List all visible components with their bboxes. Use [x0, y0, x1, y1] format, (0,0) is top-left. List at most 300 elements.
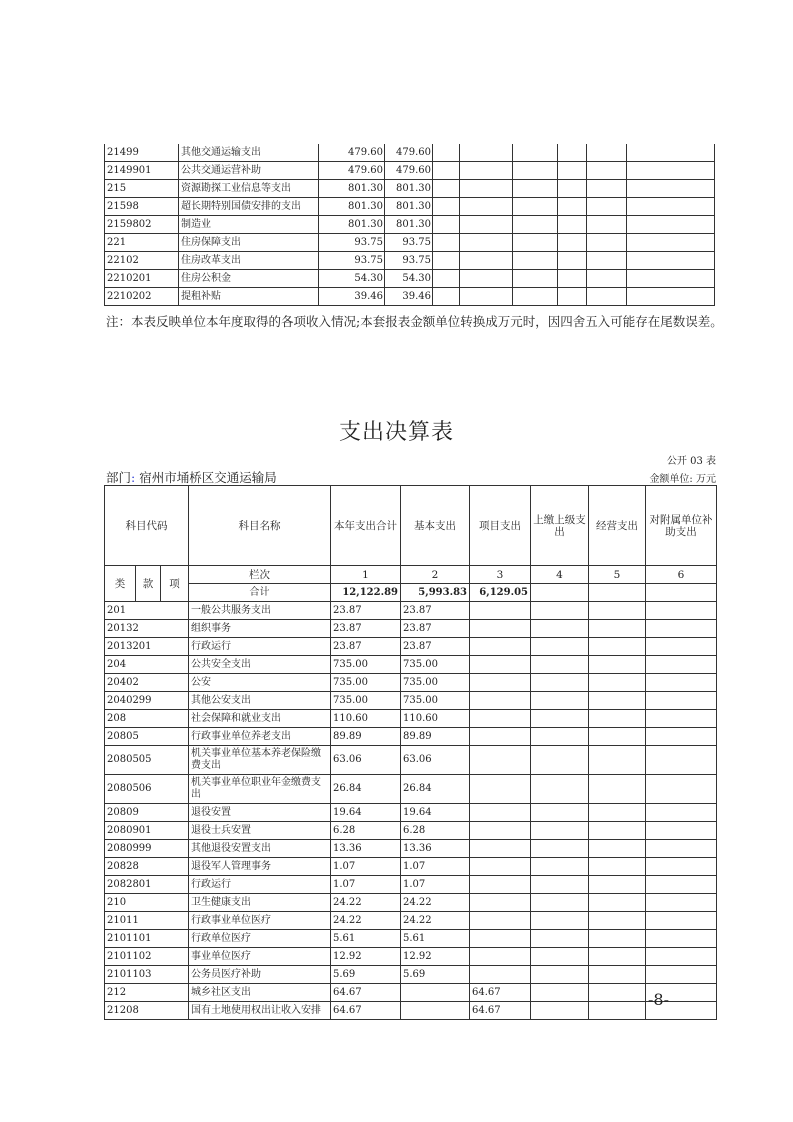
- empty-cell: [460, 180, 513, 198]
- table-row: [105, 746, 717, 775]
- empty-cell: [589, 775, 646, 804]
- name-cell: 行政事业单位医疗: [189, 912, 331, 930]
- name-cell: 住房保障支出: [179, 234, 319, 252]
- empty-cell: [646, 674, 717, 692]
- col-num-1: 1: [331, 566, 401, 584]
- empty-cell: [646, 728, 717, 746]
- name-cell: 城乡社区支出: [189, 984, 331, 1002]
- code-cell: 22102: [105, 252, 179, 270]
- empty-cell: [460, 162, 513, 180]
- header-lei: 类: [105, 566, 136, 602]
- empty-cell: [513, 270, 558, 288]
- empty-cell: [646, 710, 717, 728]
- empty-cell: [646, 894, 717, 912]
- totals-project: 6,129.05: [470, 584, 531, 602]
- code-cell: 201: [105, 602, 189, 620]
- empty-cell: [589, 638, 646, 656]
- empty-cell: [433, 180, 460, 198]
- basic-cell: 19.64: [401, 804, 470, 822]
- value-2-cell: 801.30: [385, 216, 433, 234]
- project-cell: [470, 638, 531, 656]
- empty-cell: [531, 840, 589, 858]
- empty-cell: [558, 288, 587, 306]
- empty-cell: [513, 252, 558, 270]
- form-number: 公开 03 表: [666, 456, 716, 467]
- name-cell: 资源勘探工业信息等支出: [179, 180, 319, 198]
- value-2-cell: 479.60: [385, 162, 433, 180]
- empty-cell: [646, 602, 717, 620]
- table-row: [105, 252, 715, 270]
- total-cell: 1.07: [331, 876, 401, 894]
- table-row: [105, 692, 717, 710]
- empty-cell: [433, 144, 460, 162]
- name-cell: 国有土地使用权出让收入安排: [189, 1002, 331, 1020]
- empty-cell: [460, 234, 513, 252]
- table-row: [105, 638, 717, 656]
- empty-cell: [589, 674, 646, 692]
- empty-cell: [558, 234, 587, 252]
- empty-cell: [646, 930, 717, 948]
- empty-cell: [531, 984, 589, 1002]
- empty-cell: [587, 216, 627, 234]
- empty-cell: [531, 656, 589, 674]
- code-cell: 2149901: [105, 162, 179, 180]
- empty-cell: [433, 288, 460, 306]
- col-num-2: 2: [401, 566, 470, 584]
- totals-row: [105, 584, 717, 602]
- name-cell: 提租补贴: [179, 288, 319, 306]
- empty-cell: [558, 180, 587, 198]
- table-row: [105, 620, 717, 638]
- project-cell: [470, 692, 531, 710]
- empty-cell: [589, 876, 646, 894]
- empty-cell: [587, 270, 627, 288]
- code-cell: 2080999: [105, 840, 189, 858]
- code-cell: 20805: [105, 728, 189, 746]
- empty-cell: [531, 876, 589, 894]
- code-cell: 21499: [105, 144, 179, 162]
- table-row: [105, 144, 715, 162]
- project-cell: [470, 804, 531, 822]
- col-num-6: 6: [646, 566, 717, 584]
- empty-cell: [589, 984, 646, 1002]
- basic-cell: 735.00: [401, 656, 470, 674]
- empty-cell: [433, 216, 460, 234]
- header-project: 项目支出: [470, 486, 531, 566]
- empty-cell: [513, 144, 558, 162]
- department-colon: :: [131, 470, 136, 485]
- header-name: 科目名称: [189, 486, 331, 566]
- table-row: [105, 894, 717, 912]
- code-cell: 2210202: [105, 288, 179, 306]
- total-cell: 19.64: [331, 804, 401, 822]
- name-cell: 住房公积金: [179, 270, 319, 288]
- header-upper: 上缴上级支出: [531, 486, 589, 566]
- total-cell: 24.22: [331, 894, 401, 912]
- empty-cell: [589, 930, 646, 948]
- value-2-cell: 479.60: [385, 144, 433, 162]
- empty-cell: [589, 840, 646, 858]
- empty-cell: [587, 162, 627, 180]
- column-number-row: [105, 566, 717, 584]
- project-cell: [470, 912, 531, 930]
- code-cell: 208: [105, 710, 189, 728]
- empty-cell: [558, 252, 587, 270]
- total-cell: 1.07: [331, 858, 401, 876]
- empty-cell: [460, 270, 513, 288]
- total-cell: 12.92: [331, 948, 401, 966]
- empty-cell: [558, 144, 587, 162]
- basic-cell: 1.07: [401, 876, 470, 894]
- project-cell: [470, 822, 531, 840]
- code-cell: 21598: [105, 198, 179, 216]
- empty-cell: [433, 162, 460, 180]
- code-cell: 21208: [105, 1002, 189, 1020]
- code-cell: 212: [105, 984, 189, 1002]
- value-2-cell: 801.30: [385, 198, 433, 216]
- totals-label: 合计: [189, 584, 331, 602]
- project-cell: [470, 858, 531, 876]
- table-row: [105, 270, 715, 288]
- header-lanci: 栏次: [189, 566, 331, 584]
- table-row: [105, 775, 717, 804]
- header-xiang: 项: [161, 566, 189, 602]
- empty-cell: [460, 288, 513, 306]
- empty-cell: [589, 1002, 646, 1020]
- table-row: [105, 656, 717, 674]
- name-cell: 行政运行: [189, 876, 331, 894]
- table-row: [105, 858, 717, 876]
- basic-cell: 23.87: [401, 602, 470, 620]
- empty-cell: [513, 198, 558, 216]
- basic-cell: 1.07: [401, 858, 470, 876]
- empty-cell: [558, 198, 587, 216]
- basic-cell: 110.60: [401, 710, 470, 728]
- empty-cell: [460, 216, 513, 234]
- table-row: [105, 984, 717, 1002]
- empty-cell: [627, 198, 715, 216]
- page-number: -8-: [648, 990, 669, 1009]
- name-cell: 组织事务: [189, 620, 331, 638]
- empty-cell: [587, 144, 627, 162]
- basic-cell: 89.89: [401, 728, 470, 746]
- value-1-cell: 39.46: [319, 288, 385, 306]
- empty-cell: [589, 710, 646, 728]
- empty-cell: [589, 948, 646, 966]
- table-row: [105, 966, 717, 984]
- totals-total: 12,122.89: [331, 584, 401, 602]
- project-cell: [470, 674, 531, 692]
- code-cell: 2101101: [105, 930, 189, 948]
- empty-cell: [646, 746, 717, 775]
- value-2-cell: 93.75: [385, 234, 433, 252]
- empty-cell: [646, 822, 717, 840]
- empty-cell: [558, 162, 587, 180]
- project-cell: [470, 840, 531, 858]
- empty-cell: [531, 804, 589, 822]
- empty-cell: [646, 656, 717, 674]
- total-cell: 110.60: [331, 710, 401, 728]
- col-num-5: 5: [589, 566, 646, 584]
- project-cell: 64.67: [470, 1002, 531, 1020]
- empty-cell: [646, 620, 717, 638]
- code-cell: 204: [105, 656, 189, 674]
- empty-cell: [513, 180, 558, 198]
- table-row: [105, 180, 715, 198]
- empty-cell: [589, 966, 646, 984]
- empty-cell: [460, 144, 513, 162]
- code-cell: 20402: [105, 674, 189, 692]
- empty-cell: [589, 656, 646, 674]
- empty-cell: [531, 746, 589, 775]
- empty-cell: [513, 216, 558, 234]
- code-cell: 20132: [105, 620, 189, 638]
- code-cell: 2101102: [105, 948, 189, 966]
- empty-cell: [589, 620, 646, 638]
- empty-cell: [587, 252, 627, 270]
- name-cell: 其他退役安置支出: [189, 840, 331, 858]
- basic-cell: 735.00: [401, 674, 470, 692]
- basic-cell: 23.87: [401, 620, 470, 638]
- empty-cell: [558, 216, 587, 234]
- table-row: [105, 822, 717, 840]
- code-cell: 2210201: [105, 270, 179, 288]
- col-num-3: 3: [470, 566, 531, 584]
- name-cell: 公共安全支出: [189, 656, 331, 674]
- expenditure-table: [104, 485, 717, 1020]
- table-row: [105, 710, 717, 728]
- total-cell: 5.61: [331, 930, 401, 948]
- project-cell: [470, 620, 531, 638]
- total-cell: 26.84: [331, 775, 401, 804]
- name-cell: 卫生健康支出: [189, 894, 331, 912]
- project-cell: [470, 894, 531, 912]
- name-cell: 社会保障和就业支出: [189, 710, 331, 728]
- code-cell: 2082801: [105, 876, 189, 894]
- empty-cell: [558, 270, 587, 288]
- table-row: [105, 912, 717, 930]
- empty-cell: [531, 674, 589, 692]
- name-cell: 机关事业单位基本养老保险缴费支出: [189, 746, 331, 775]
- name-cell: 其他交通运输支出: [179, 144, 319, 162]
- table-row: [105, 930, 717, 948]
- empty-cell: [531, 728, 589, 746]
- project-cell: [470, 876, 531, 894]
- total-cell: 13.36: [331, 840, 401, 858]
- table-row: [105, 674, 717, 692]
- project-cell: [470, 746, 531, 775]
- empty-cell: [646, 840, 717, 858]
- total-cell: 23.87: [331, 602, 401, 620]
- code-cell: 2159802: [105, 216, 179, 234]
- empty-cell: [433, 198, 460, 216]
- basic-cell: 6.28: [401, 822, 470, 840]
- basic-cell: 24.22: [401, 912, 470, 930]
- empty-cell: [589, 804, 646, 822]
- table-row: [105, 728, 717, 746]
- table-row: [105, 1002, 717, 1020]
- table-row: [105, 804, 717, 822]
- table-row: [105, 840, 717, 858]
- empty-cell: [513, 234, 558, 252]
- empty-cell: [531, 930, 589, 948]
- project-cell: [470, 775, 531, 804]
- empty-cell: [627, 288, 715, 306]
- name-cell: 一般公共服务支出: [189, 602, 331, 620]
- empty-cell: [627, 234, 715, 252]
- empty-cell: [460, 252, 513, 270]
- empty-cell: [460, 198, 513, 216]
- empty-cell: [589, 746, 646, 775]
- empty-cell: [627, 252, 715, 270]
- empty-cell: [646, 876, 717, 894]
- total-cell: 735.00: [331, 692, 401, 710]
- project-cell: [470, 966, 531, 984]
- header-subsidy: 对附属单位补助支出: [646, 486, 717, 566]
- table-row: [105, 234, 715, 252]
- project-cell: [470, 728, 531, 746]
- department-name: 宿州市埇桥区交通运输局: [139, 470, 277, 485]
- name-cell: 行政单位医疗: [189, 930, 331, 948]
- empty-cell: [531, 966, 589, 984]
- name-cell: 行政运行: [189, 638, 331, 656]
- empty-cell: [587, 288, 627, 306]
- basic-cell: 26.84: [401, 775, 470, 804]
- totals-business: [589, 584, 646, 602]
- value-1-cell: 93.75: [319, 234, 385, 252]
- total-cell: 735.00: [331, 674, 401, 692]
- total-cell: 23.87: [331, 638, 401, 656]
- empty-cell: [531, 1002, 589, 1020]
- code-cell: 2080506: [105, 775, 189, 804]
- empty-cell: [531, 602, 589, 620]
- project-cell: 64.67: [470, 984, 531, 1002]
- project-cell: [470, 930, 531, 948]
- basic-cell: 13.36: [401, 840, 470, 858]
- table-row: [105, 288, 715, 306]
- basic-cell: 5.69: [401, 966, 470, 984]
- code-cell: 2013201: [105, 638, 189, 656]
- empty-cell: [646, 966, 717, 984]
- income-table-continuation: [104, 144, 715, 306]
- header-code: 科目代码: [105, 486, 189, 566]
- code-cell: 2080505: [105, 746, 189, 775]
- basic-cell: 735.00: [401, 692, 470, 710]
- empty-cell: [433, 234, 460, 252]
- empty-cell: [589, 894, 646, 912]
- empty-cell: [531, 692, 589, 710]
- value-1-cell: 801.30: [319, 216, 385, 234]
- total-cell: 64.67: [331, 984, 401, 1002]
- header-kuan: 款: [136, 566, 161, 602]
- name-cell: 退役安置: [189, 804, 331, 822]
- empty-cell: [627, 180, 715, 198]
- totals-basic: 5,993.83: [401, 584, 470, 602]
- empty-cell: [513, 288, 558, 306]
- table-row: [105, 198, 715, 216]
- basic-cell: 23.87: [401, 638, 470, 656]
- value-1-cell: 479.60: [319, 162, 385, 180]
- project-cell: [470, 948, 531, 966]
- table-row: [105, 602, 717, 620]
- empty-cell: [433, 252, 460, 270]
- empty-cell: [646, 912, 717, 930]
- empty-cell: [627, 162, 715, 180]
- total-cell: 64.67: [331, 1002, 401, 1020]
- code-cell: 20809: [105, 804, 189, 822]
- empty-cell: [531, 620, 589, 638]
- table-row: [105, 876, 717, 894]
- code-cell: 215: [105, 180, 179, 198]
- name-cell: 机关事业单位职业年金缴费支出: [189, 775, 331, 804]
- basic-cell: [401, 1002, 470, 1020]
- value-1-cell: 479.60: [319, 144, 385, 162]
- total-cell: 89.89: [331, 728, 401, 746]
- empty-cell: [589, 602, 646, 620]
- col-num-4: 4: [531, 566, 589, 584]
- empty-cell: [589, 692, 646, 710]
- empty-cell: [531, 894, 589, 912]
- page-title: 支出决算表: [338, 420, 454, 445]
- total-cell: 63.06: [331, 746, 401, 775]
- name-cell: 行政事业单位养老支出: [189, 728, 331, 746]
- project-cell: [470, 710, 531, 728]
- empty-cell: [433, 270, 460, 288]
- code-cell: 2080901: [105, 822, 189, 840]
- code-cell: 221: [105, 234, 179, 252]
- empty-cell: [531, 710, 589, 728]
- empty-cell: [531, 948, 589, 966]
- value-1-cell: 801.30: [319, 198, 385, 216]
- code-cell: 2101103: [105, 966, 189, 984]
- empty-cell: [531, 858, 589, 876]
- empty-cell: [646, 948, 717, 966]
- value-1-cell: 54.30: [319, 270, 385, 288]
- name-cell: 公安: [189, 674, 331, 692]
- header-business: 经营支出: [589, 486, 646, 566]
- value-2-cell: 54.30: [385, 270, 433, 288]
- empty-cell: [587, 180, 627, 198]
- name-cell: 退役士兵安置: [189, 822, 331, 840]
- value-1-cell: 93.75: [319, 252, 385, 270]
- empty-cell: [589, 822, 646, 840]
- name-cell: 住房改革支出: [179, 252, 319, 270]
- total-cell: 5.69: [331, 966, 401, 984]
- empty-cell: [646, 692, 717, 710]
- code-cell: 210: [105, 894, 189, 912]
- code-cell: 2040299: [105, 692, 189, 710]
- name-cell: 制造业: [179, 216, 319, 234]
- code-cell: 21011: [105, 912, 189, 930]
- totals-upper: [531, 584, 589, 602]
- empty-cell: [589, 912, 646, 930]
- name-cell: 公共交通运营补助: [179, 162, 319, 180]
- empty-cell: [627, 216, 715, 234]
- header-row: [105, 486, 717, 566]
- empty-cell: [646, 775, 717, 804]
- total-cell: 735.00: [331, 656, 401, 674]
- name-cell: 事业单位医疗: [189, 948, 331, 966]
- header-total: 本年支出合计: [331, 486, 401, 566]
- value-2-cell: 39.46: [385, 288, 433, 306]
- table-row: [105, 162, 715, 180]
- department-label: 部门: [106, 470, 132, 485]
- empty-cell: [627, 144, 715, 162]
- value-2-cell: 93.75: [385, 252, 433, 270]
- value-1-cell: 801.30: [319, 180, 385, 198]
- empty-cell: [587, 234, 627, 252]
- code-cell: 20828: [105, 858, 189, 876]
